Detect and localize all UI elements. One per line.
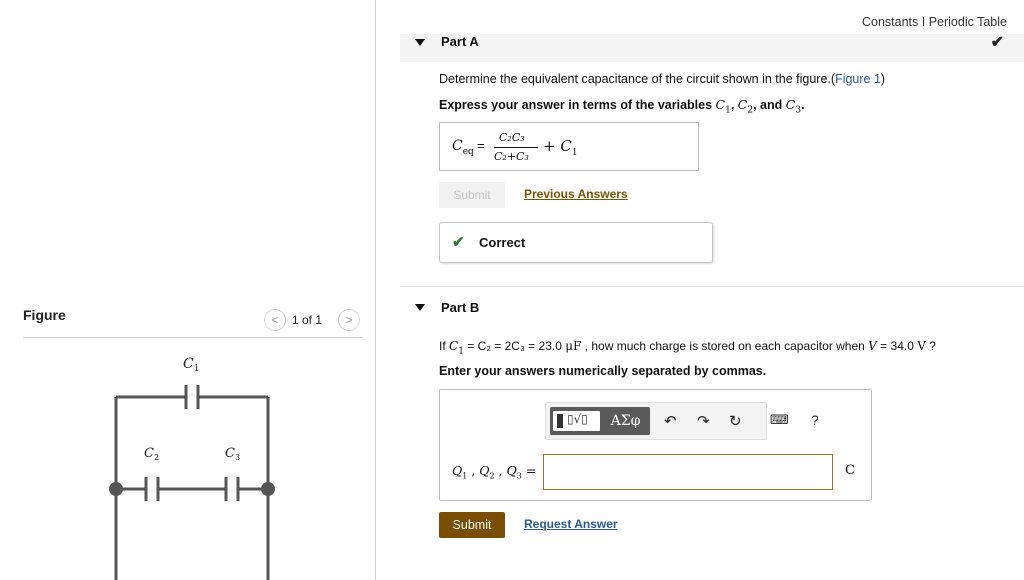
constants-link[interactable]: Constants — [861, 15, 919, 29]
c2-label: $C_2$ — [144, 446, 160, 462]
charge-answer-input[interactable] — [543, 454, 833, 490]
correct-check-icon: ✔ — [452, 234, 465, 251]
previous-figure-button[interactable] — [264, 309, 286, 331]
part-a-instruction: Express your answer in terms of the variables $C_1$, $C_2$, and $C_3$. — [439, 97, 805, 116]
figure-divider — [23, 337, 363, 338]
chevron-left-icon: < — [271, 313, 279, 327]
figure-pager: 1 of 1 — [292, 313, 323, 327]
c3-label: $C_3$ — [225, 446, 241, 462]
part-b-instruction: Enter your answers numerically separated by commas. — [439, 364, 767, 378]
part-a-question: Determine the equivalent capacitance of the circuit shown in the figure.(Figure 1) — [439, 72, 886, 86]
junction-right — [261, 482, 275, 496]
fraction-numerator: C₂C₃ — [499, 131, 525, 144]
part-b-answer-panel — [439, 389, 872, 501]
radical-icon: ▯√▯ — [567, 412, 588, 426]
part-b-question: If $C_1 = C_2 = 2C_3 = 23.0$ μF , how much charge is stored on each capacitor when V = 34.0 V ? — [439, 339, 936, 357]
q-input-label: $Q_1$ , $Q_2$ , $Q_3$ = — [452, 463, 537, 481]
chevron-right-icon: > — [345, 313, 353, 327]
fraction-bar — [494, 147, 538, 148]
redo-icon[interactable]: ↷ — [697, 412, 710, 430]
junction-left — [109, 482, 123, 496]
part-b-submit-button[interactable]: Submit — [439, 512, 505, 538]
request-answer-link[interactable]: Request Answer — [524, 517, 618, 531]
equals-sign: = — [477, 138, 485, 153]
checkmark-icon: ✔ — [990, 34, 1004, 51]
collapse-arrow-icon[interactable] — [415, 39, 425, 46]
c1-label: $C_1$ — [183, 356, 200, 374]
part-b-divider — [400, 286, 1024, 287]
undo-icon[interactable]: ↶ — [664, 412, 677, 430]
templates-button[interactable] — [553, 411, 600, 431]
collapse-arrow-icon[interactable] — [415, 304, 425, 311]
part-a-answer-box — [439, 122, 699, 171]
greek-symbols-button[interactable]: ΑΣφ — [610, 413, 641, 429]
help-button[interactable]: ? — [811, 412, 819, 428]
fraction-denominator: C₂+C₃ — [494, 150, 529, 163]
math-toolbar — [545, 402, 767, 440]
reset-icon[interactable]: ↻ — [729, 412, 742, 430]
link-separator: I — [921, 15, 926, 29]
header-links — [862, 15, 1007, 29]
previous-answers-link[interactable]: Previous Answers — [524, 187, 628, 201]
keyboard-icon[interactable]: ⌨ — [770, 413, 789, 428]
block-icon — [557, 414, 563, 428]
part-b-title: Part B — [441, 300, 480, 315]
correct-text: Correct — [479, 235, 526, 250]
template-group — [550, 407, 650, 435]
correct-feedback — [439, 222, 713, 263]
circuit-diagram — [100, 345, 290, 580]
next-figure-button[interactable] — [338, 309, 360, 331]
figure-title: Figure — [23, 307, 66, 323]
ceq-symbol: $C_{eq}$ — [452, 138, 474, 157]
periodic-table-link[interactable]: Periodic Table — [928, 15, 1007, 29]
unit-label: C — [845, 463, 855, 478]
plus-c1: + $C_1$ — [543, 137, 578, 158]
figure-link[interactable]: Figure 1 — [835, 72, 881, 86]
part-a-title: Part A — [441, 34, 479, 49]
panel-divider — [375, 0, 376, 580]
part-a-header[interactable] — [400, 34, 1024, 62]
part-a-submit-button[interactable]: Submit — [439, 182, 505, 208]
